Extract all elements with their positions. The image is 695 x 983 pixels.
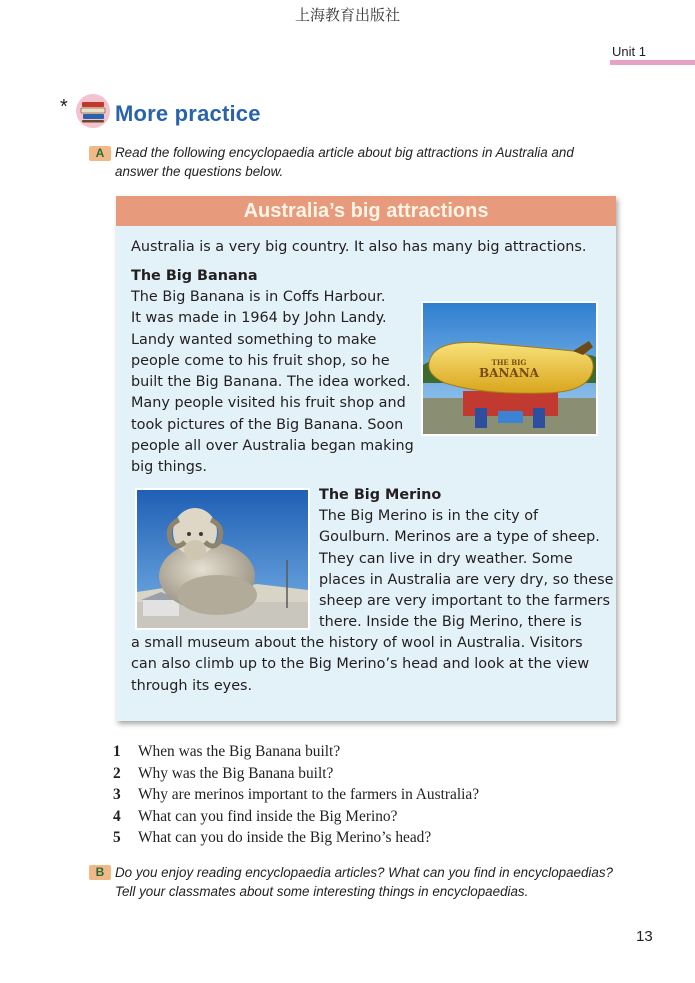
text-line: Landy wanted something to make [131, 331, 377, 348]
text-line: took pictures of the Big Banana. Soon [131, 416, 404, 433]
article-title: Australia’s big attractions [116, 196, 616, 226]
text-line: sheep are very important to the farmers [319, 593, 610, 610]
text-line: It was made in 1964 by John Landy. [131, 310, 387, 327]
unit-label: Unit 1 [612, 44, 646, 59]
big-merino-photo [135, 488, 310, 630]
part-b-instruction [115, 863, 655, 901]
question-number: 1 [113, 743, 121, 760]
banana-sign-line: THE BIG [491, 358, 527, 367]
unit-bar [610, 60, 695, 65]
text-line: The Big Banana is in Coffs Harbour. [131, 289, 386, 305]
question-item [113, 784, 479, 806]
text-line: They can live in dry weather. Some [319, 550, 573, 567]
part-a-badge: A [89, 146, 111, 161]
question-text: When was the Big Banana built? [138, 743, 341, 760]
question-text: Why are merinos important to the farmers in Australia? [138, 786, 480, 804]
text-line: a small museum about the history of wool in Australia. Visitors [131, 635, 583, 651]
text-line: places in Australia are very dry, so these [319, 571, 614, 588]
big-merino-heading: The Big Merino [319, 487, 442, 503]
question-number: 4 [113, 807, 121, 825]
banana-sign-line: BANANA [478, 366, 540, 380]
big-banana-text [131, 287, 431, 479]
page-number: 13 [636, 928, 653, 945]
part-b-badge: B [89, 865, 111, 880]
question-number: 2 [113, 764, 121, 782]
text-line: Many people visited his fruit shop and [131, 395, 406, 412]
text-line: there. Inside the Big Merino, there is [319, 614, 582, 631]
question-item [113, 806, 479, 828]
part-a-instruction-line: Read the following encyclopaedia article about big attractions in Australia and [115, 145, 574, 160]
part-b-instruction-line: Do you enjoy reading encyclopaedia articles? What can you find in encyclopaedias? [115, 865, 613, 880]
section-title: More practice [115, 101, 261, 126]
question-number: 3 [113, 786, 121, 804]
optional-star: * [60, 96, 68, 118]
big-merino-text-continued [131, 633, 611, 697]
question-item [113, 763, 479, 785]
big-merino-text [319, 506, 614, 634]
books-icon [75, 93, 111, 129]
text-line: Goulburn. Merinos are a type of sheep. [319, 529, 600, 546]
text-line: people come to his fruit shop, so he [131, 352, 390, 369]
part-b-instruction-line: Tell your classmates about some interesting things in encyclopaedias. [115, 884, 529, 899]
question-text: What can you do inside the Big Merino’s head? [138, 829, 432, 847]
text-line: built the Big Banana. The idea worked. [131, 374, 411, 391]
question-list [113, 741, 479, 849]
question-text: Why was the Big Banana built? [138, 764, 334, 782]
text-line: The Big Merino is in the city of [319, 508, 539, 524]
big-banana-heading: The Big Banana [131, 268, 258, 284]
part-a-instruction [115, 143, 635, 181]
question-text: What can you find inside the Big Merino? [138, 807, 398, 825]
text-line: through its eyes. [131, 677, 253, 694]
publisher-name: 上海教育出版社 [294, 6, 400, 24]
article-box [116, 196, 616, 721]
question-item [113, 741, 479, 763]
question-number: 5 [113, 829, 121, 847]
big-banana-photo [421, 301, 598, 436]
part-a-instruction-line: answer the questions below. [115, 164, 284, 179]
text-line: can also climb up to the Big Merino’s head and look at the view [131, 656, 590, 673]
article-intro: Australia is a very big country. It also has many big attractions. [131, 239, 587, 255]
text-line: big things. [131, 459, 207, 476]
question-item [113, 827, 479, 849]
text-line: people all over Australia began making [131, 438, 414, 455]
